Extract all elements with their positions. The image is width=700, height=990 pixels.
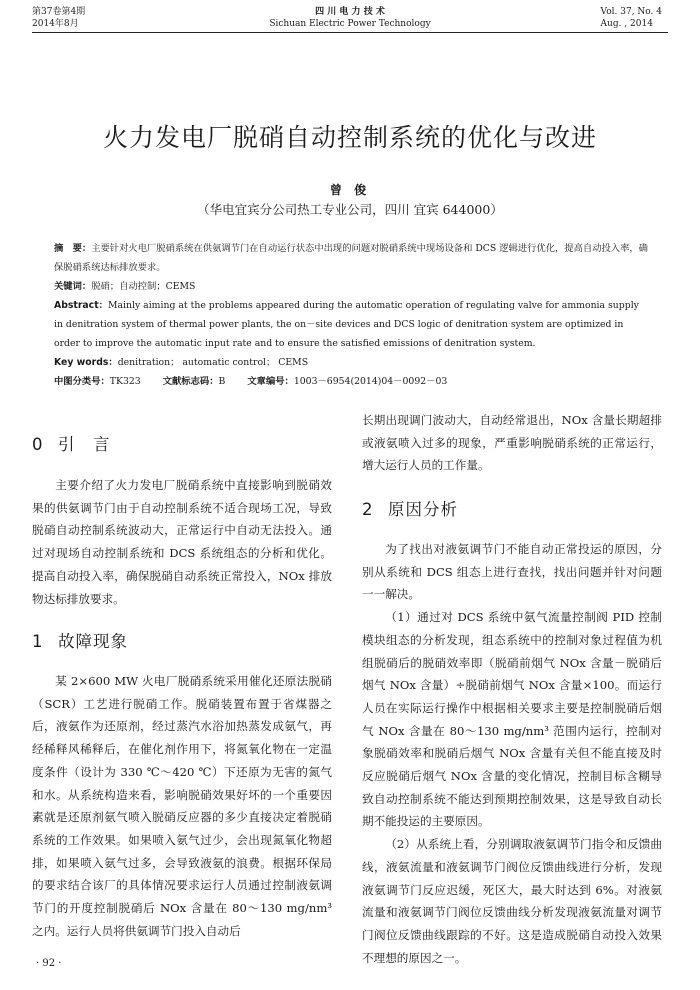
fault-paragraph: 某 2×600 MW 火电厂脱硝系统采用催化还原法脱硝（SCR）工艺进行脱硝工作。脱硝装置布置于省煤器之后，液氨作为还原剂，经过蒸汽水浴加热蒸发成氨气，再经稀释风稀释后，在催化剂作用下，将氮氧化物在一定温度条件（设计为 330 ℃～420 ℃）下还原为无害的氮气和水。从系统构造来看，影响脱硝效果好坏的一个重要因素就是还原剂氨气喷入脱硝反应器的多少直接决定着脱硝系统的工作效果。如果喷入氨气过少，会出现氮氧化物超排，如果喷入氨气过多，会导致液氨的浪费。根据环保局的要求结合该厂的具体情况要求运行人员通过控制液氨调节门的开度控制脱硝后 NOx 含量在 80～130 mg/nm³ 之内。运行人员将供氨调节门投入自动后 <box>32 674 332 938</box>
abstract-en-text: Mainly aiming at the problems appeared during the automatic operation of regulating valve for ammonia supply in denitration system of thermal power plants, the on－site devices and DCS logic of denitration system are optimized in order to improve the automatic input rate and to ensure the satisfied emissions of denitration system. <box>54 300 639 349</box>
cause-intro: 为了找出对液氨调节门不能自动正常投运的原因，分别从系统和 DCS 组态上进行查找，找出问题并针对问题一一解决。 <box>362 542 662 602</box>
fault-paragraph-block <box>32 670 332 942</box>
article-id-label: 文章编号： <box>247 376 294 387</box>
clc-value: TK323 <box>109 376 141 387</box>
section-heading-fault <box>32 628 128 652</box>
intro-paragraph-block <box>32 474 332 610</box>
fault-continuation: 长期出现调门波动大，自动经常退出，NOx 含量长期超排或液氨喷入过多的现象，严重影响脱硝系统的正常运行，增大运行人员的工作量。 <box>362 413 662 473</box>
section-number: 1 <box>32 632 44 651</box>
author-name: 曾 俊 <box>329 183 371 197</box>
section-title: 故障现象 <box>58 632 128 651</box>
abstract-zh-text: 主要针对火电厂脱硝系统在供氨调节门在自动运行状态中出现的问题对脱硝系统中现场设备和 DCS 逻辑进行优化，提高自动投入率，确保脱硝系统达标排放要求。 <box>54 243 648 273</box>
page-number: · 92 · <box>36 958 62 969</box>
keywords-en-label: Key words： <box>54 357 118 368</box>
cause-point-2: （2）从系统上看，分别调取液氨调节门指令和反馈曲线，液氨流量和液氨调节门阀位反馈曲线进行分析，发现液氨调节门反应迟缓，死区大，最大时达到 6%。对液氨流量和液氨调节门阀位反馈曲线分析发现液氨流量对调节门阀位反馈曲线跟踪的不好。这是造成脱硝自动投入效果不理想的原因之一。 <box>362 837 662 965</box>
doc-code-label: 文献标志码： <box>162 376 219 387</box>
keywords-zh <box>54 277 650 296</box>
paper-title: 火力发电厂脱硝自动控制系统的优化与改进 <box>102 123 597 152</box>
section-heading-cause <box>362 496 458 520</box>
section-title: 原因分析 <box>388 500 458 519</box>
keywords-zh-text: 脱硝；自动控制；CEMS <box>91 281 196 292</box>
abstract-zh-label: 摘 要： <box>54 243 92 254</box>
abstract-en <box>54 296 650 353</box>
abstract-zh <box>54 239 650 277</box>
keywords-zh-label: 关键词： <box>54 281 92 292</box>
article-id-value: 1003－6954(2014)04－0092－03 <box>293 376 448 387</box>
volume-en: Vol. 37, No. 4 <box>600 7 662 17</box>
author-affiliation: （华电宜宾分公司热工专业公司，四川 宜宾 644000） <box>197 202 503 217</box>
section-number: 0 <box>32 435 44 454</box>
date-zh: 2014年8月 <box>32 19 79 29</box>
journal-zh: 四 川 电 力 技 术 <box>315 7 385 17</box>
abstract-en-label: Abstract： <box>54 300 108 311</box>
section-heading-intro <box>32 431 111 455</box>
doc-code-value: B <box>218 376 226 387</box>
header-rule <box>32 32 668 33</box>
section-number: 2 <box>362 500 374 519</box>
clc-label: 中图分类号： <box>54 376 110 387</box>
intro-paragraph: 主要介绍了火力发电厂脱硝系统中直接影响到脱硝效果的供氨调节门由于自动控制系统不适合现场工况，导致脱硝自动控制系统波动大，正常运行中自动无法投入。通过对现场自动控制系统和 DCS 系统组态的分析和优化。提高自动投入率，确保脱硝自动系统正常投入，NOx 排放物达标排放要求。 <box>32 478 332 606</box>
date-en: Aug. , 2014 <box>600 19 653 29</box>
section-title: 引 言 <box>58 435 111 454</box>
cause-paragraph-block <box>362 538 662 969</box>
fault-continuation-block <box>362 409 662 477</box>
classification-line <box>54 372 650 391</box>
volume-zh: 第37卷第4期 <box>32 7 86 17</box>
running-header-center <box>0 6 700 30</box>
journal-en: Sichuan Electric Power Technology <box>269 19 431 29</box>
keywords-en-text: denitration； automatic control； CEMS <box>117 357 309 368</box>
cause-point-1: （1）通过对 DCS 系统中氨气流量控制阀 PID 控制模块组态的分析发现，组态系统中的控制对象过程值为机组脱硝后的脱硝效率即（脱硝前烟气 NOx 含量－脱硝后烟气 NOx 含量）÷脱硝前烟气 NOx 含量×100。而运行人员在实际运行操作中根据相关要求主要是控制脱硝后烟气 NOx 含量在 80～130 mg/nm³ 范围内运行，控制对象脱硝效率和脱硝后烟气 NOx 含量有关但不能直接及时反应脱硝后烟气 NOx 含量的变化情况，控制目标含糊导致自动控制系统不能达到预期控制效果，这是导致自动长期不能投运的主要原因。 <box>362 610 662 829</box>
running-header-right <box>601 6 662 30</box>
keywords-en <box>54 353 650 372</box>
